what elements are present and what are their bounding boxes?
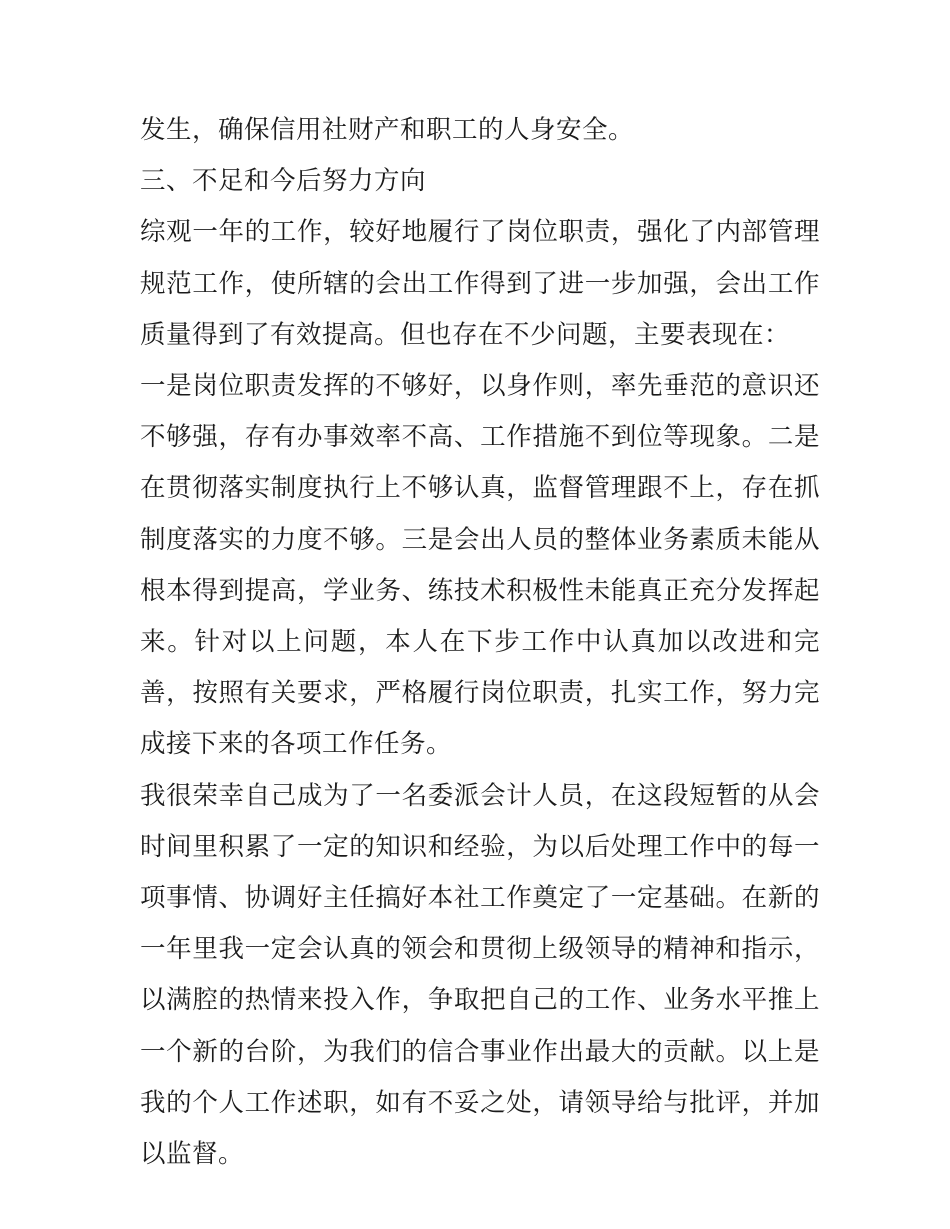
paragraph-safety-closing: 发生，确保信用社财产和职工的人身安全。 [140,115,635,145]
paragraph-conclusion: 我很荣幸自己成为了一名委派会计人员，在这段短暂的从会时间里积累了一定的知识和经验，为以后处理工作中的每一项事情、协调好主任搞好本社工作奠定了一定基础。在新的一年里我一定会认真的领会和贯彻上级领导的精神和指示，以满腔的热情来投入作，争取把自己的工作、业务水平推上一个新的台阶，为我们的信合事业作出最大的贡献。以上是我的个人工作述职，如有不妥之处，请领导给与批评，并加以监督。 [140,780,820,1170]
paragraph-year-review: 综观一年的工作，较好地履行了岗位职责，强化了内部管理规范工作，使所辖的会出工作得到了进一步加强，会出工作质量得到了有效提高。但也存在不少问题，主要表现在： [140,217,820,350]
section-heading-shortcomings: 三、不足和今后努力方向 [140,166,427,197]
paragraph-problems: 一是岗位职责发挥的不够好，以身作则，率先垂范的意识还不够强，存有办事效率不高、工作措施不到位等现象。二是在贯彻落实制度执行上不够认真，监督管理跟不上，存在抓制度落实的力度不够。三是会出人员的整体业务素质未能从根本得到提高，学业务、练技术积极性未能真正充分发挥起来。针对以上问题，本人在下步工作中认真加以改进和完善，按照有关要求，严格履行岗位职责，扎实工作，努力完成接下来的各项工作任务。 [140,371,820,760]
document-body [140,105,820,1180]
